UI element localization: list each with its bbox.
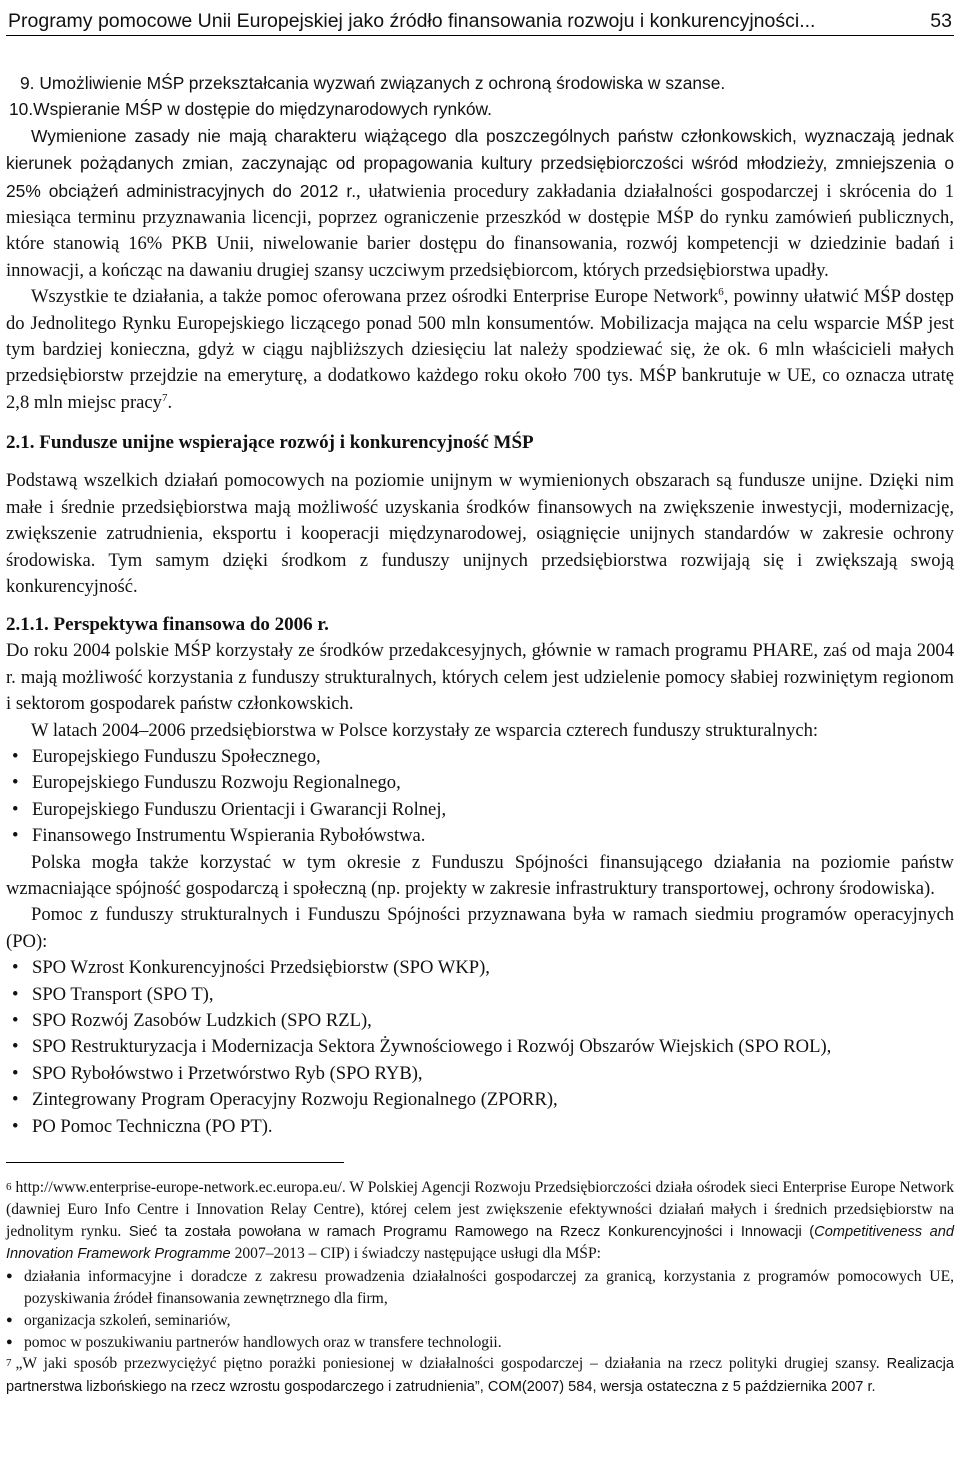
paragraph: Polska mogła także korzystać w tym okresie z Funduszu Spójności finansującego działania na poziomie państw wzmacniające spójność gospodarczą i społeczną (np. projekty w zakresie infrastruktury transportowej, ochrony środowiska).	[6, 851, 954, 899]
paragraph: W latach 2004–2006 przedsiębiorstwa w Polsce korzystały ze wsparcia czterech funduszy strukturalnych:	[31, 719, 819, 741]
list-item: • Zintegrowany Program Operacyjny Rozwoju Regionalnego (ZPORR),	[12, 1087, 954, 1113]
running-title: Programy pomocowe Unii Europejskiej jako źródło finansowania rozwoju i konkurencyjności...	[8, 10, 816, 32]
running-header	[6, 0, 954, 36]
list-item: 10.Wspieranie MŚP w dostępie do międzynarodowych rynków.	[9, 99, 492, 120]
list-item: • Europejskiego Funduszu Społecznego,	[12, 744, 954, 770]
paragraph-text: , powinny ułatwić MŚP dostęp do Jednolitego Rynku Europejskiego liczącego ponad 500 mln konsumentów. Mobilizacja mająca na celu wsparcie MŚP jest tym bardziej konieczna, gdyż w ciągu najbliższych dziesięciu lat należy spodziewać się, że ok. 6 mln właścicieli małych przedsiębiorstw przejdzie na emeryturę, a dodatkowo każdego roku około 700 tys. MŚP bankrutuje w UE, co oznacza utratę 2,8 mln miejsc pracy	[6, 286, 954, 413]
section-heading: 2.1. Fundusze unijne wspierające rozwój i konkurencyjność MŚP	[6, 432, 534, 454]
subsection-heading: 2.1.1. Perspektywa finansowa do 2006 r.	[6, 614, 329, 636]
list-item: • SPO Rozwój Zasobów Ludzkich (SPO RZL),	[12, 1008, 954, 1034]
footnote-text: http://www.enterprise-europe-network.ec.europa.eu/. W Polskiej Agencji Rozwoju Przedsiębiorczości działa ośrodek sieci Enterprise Europe Network (dawniej Euro Info Centre i Innovation Relay Centre), której celem jest zwiększenie efektywności działań małych i średnich przedsiębiorstw na jednolitym rynku.	[6, 1179, 954, 1240]
list-item: • SPO Rybołówstwo i Przetwórstwo Ryb (SPO RYB),	[12, 1061, 954, 1087]
funds-list	[6, 744, 954, 850]
footnote-6	[6, 1177, 954, 1266]
footnotes	[6, 1177, 954, 1399]
footnote-number: 7	[6, 1357, 12, 1370]
paragraph-serif-part: , ułatwienia procedury zakładania działalności gospodarczej i skrócenia do 1 miesiąca terminu przyznawania licencji, poprzez ograniczenie przeszkód w dostępie MŚP do rynku zamówień publicznych, które stanowią 16% PKB Unii, niwelowanie barier dostępu do finansowania, rozwój kompetencji w dziedzinie badań i innowacji, a kończąc na dawaniu drugiej szansy uczciwym przedsiębiorcom, których przedsiębiorstwa upadły.	[6, 180, 954, 281]
footnote-7	[6, 1353, 954, 1399]
paragraph	[6, 284, 954, 416]
list-item: ● działania informacyjne i doradcze z zakresu prowadzenia działalności gospodarczej za granicą, korzystania z programów pomocowych UE, pozyskiwania źródeł finansowania zewnętrznego dla firm,	[6, 1266, 954, 1310]
list-item: ● organizacja szkoleń, seminariów,	[6, 1310, 954, 1332]
paragraph	[6, 123, 954, 284]
footnote-text: 2007–2013 – CIP) i świadczy następujące usługi dla MŚP:	[230, 1245, 601, 1263]
paragraph-sans-part: Wymienione zasady nie mają charakteru wiążącego dla poszczególnych państw członkowskich, wyznaczają jednak kierunek pożądanych zmian, zaczynając od propagowania kultury przedsiębiorczości wśród młodzieży, zmniejszenia o 25% obciążeń administracyjnych do 2012 r.	[6, 125, 954, 201]
list-item: 9. Umożliwienie MŚP przekształcania wyzwań związanych z ochroną środowiska w szanse.	[20, 73, 726, 93]
footnote-italic-text: Competitiveness and Innovation Framework Programme	[6, 1223, 954, 1263]
list-item: • SPO Restrukturyzacja i Modernizacja Sektora Żywnościowego i Rozwój Obszarów Wiejskich (SPO ROL),	[12, 1034, 954, 1060]
programs-list	[6, 955, 954, 1140]
list-item: • Finansowego Instrumentu Wspierania Rybołówstwa.	[12, 823, 954, 849]
list-item: ● pomoc w poszukiwaniu partnerów handlowych oraz w transfere technologii.	[6, 1332, 954, 1354]
paragraph-text: .	[167, 391, 173, 413]
footnote-number: 6	[6, 1181, 12, 1194]
main-text	[6, 70, 954, 1140]
footnote-ref: 6	[718, 286, 724, 299]
footnote-text: „W jaki sposób przezwyciężyć piętno porażki poniesionej w działalności gospodarczej – działania na rzecz polityki drugiej szansy.	[15, 1355, 880, 1373]
footnote-6-list	[6, 1266, 954, 1353]
paragraph: Pomoc z funduszy strukturalnych i Funduszu Spójności przyznawana była w ramach siedmiu programów operacyjnych (PO):	[6, 904, 954, 952]
footnote-text: Realizacja partnerstwa lizbońskiego na rzecz wzrostu gospodarczego i zatrudnienia”, COM(2007) 584, wersja ostateczna z 5 października 2007 r.	[6, 1356, 954, 1396]
paragraph: Do roku 2004 polskie MŚP korzystały ze środków przedakcesyjnych, głównie w ramach programu PHARE, zaś od maja 2004 r. mają możliwość korzystania z funduszy strukturalnych, których celem jest udzielenie pomocy słabiej rozwiniętym regionom i sektorom gospodarek państw członkowskich.	[6, 640, 954, 715]
footnote-text: Sieć ta została powołana w ramach Programu Ramowego na Rzecz Konkurencyjności i Innowacji (	[121, 1223, 815, 1240]
list-item: • SPO Transport (SPO T),	[12, 982, 954, 1008]
list-item: • SPO Wzrost Konkurencyjności Przedsiębiorstw (SPO WKP),	[12, 955, 954, 981]
list-item: • Europejskiego Funduszu Orientacji i Gwarancji Rolnej,	[12, 797, 954, 823]
footnote-ref: 7	[161, 391, 168, 404]
page-number: 53	[930, 10, 952, 32]
list-item: • PO Pomoc Techniczna (PO PT).	[12, 1114, 954, 1140]
paragraph-text: Wszystkie te działania, a także pomoc oferowana przez ośrodki Enterprise Europe Network	[31, 286, 719, 308]
footnote-separator	[6, 1162, 344, 1163]
list-item: • Europejskiego Funduszu Rozwoju Regionalnego,	[12, 770, 954, 796]
paragraph: Podstawą wszelkich działań pomocowych na poziomie unijnym w wymienionych obszarach są fundusze unijne. Dzięki nim małe i średnie przedsiębiorstwa mają możliwość uzyskania środków finansowych na zwiększenie inwestycji, modernizację, zwiększenie zatrudnienia, eksportu i kooperacji międzynarodowej, osiągnięcie unijnych standardów w zakresie ochrony środowiska. Tym samym dzięki środkom z funduszy unijnych przedsiębiorstwa rozwijają się i zwiększają swoją konkurencyjność.	[6, 470, 954, 597]
